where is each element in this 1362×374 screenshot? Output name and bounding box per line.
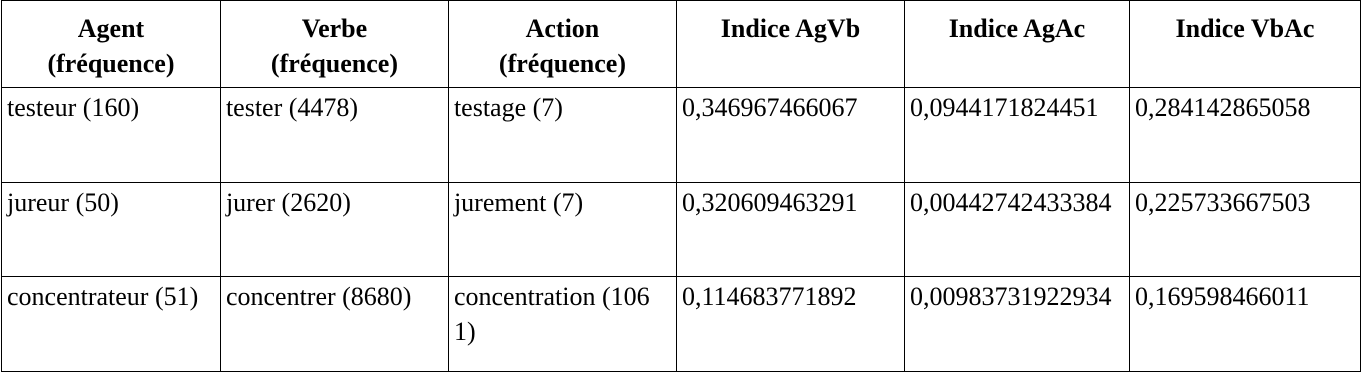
header-agent xyxy=(2,1,221,88)
header-verbe-sub: (fréquence) xyxy=(270,49,398,78)
header-indice-vbac xyxy=(1129,1,1360,88)
header-agent-label: Agent xyxy=(77,14,145,43)
cell-indice-agac: 0,00442742433384 xyxy=(904,182,1129,277)
cell-action: concentration (1061) xyxy=(448,277,676,372)
cell-indice-vbac: 0,169598466011 xyxy=(1129,277,1360,372)
table-row xyxy=(2,88,1361,183)
header-indice-agvb xyxy=(676,1,904,88)
data-table xyxy=(1,0,1361,372)
header-indice-agac-label: Indice AgAc xyxy=(948,14,1086,43)
header-row xyxy=(2,1,1361,88)
cell-agent: concentrateur (51) xyxy=(2,277,221,372)
header-indice-agvb-label: Indice AgVb xyxy=(720,14,861,43)
cell-indice-agac: 0,0944171824451 xyxy=(904,88,1129,183)
header-action-sub: (fréquence) xyxy=(498,49,626,78)
cell-verbe: jurer (2620) xyxy=(220,182,448,277)
header-action xyxy=(448,1,676,88)
table-row xyxy=(2,277,1361,372)
cell-verbe: concentrer (8680) xyxy=(220,277,448,372)
cell-action: testage (7) xyxy=(448,88,676,183)
header-verbe xyxy=(220,1,448,88)
cell-indice-agac: 0,00983731922934 xyxy=(904,277,1129,372)
cell-indice-agvb: 0,114683771892 xyxy=(676,277,904,372)
header-action-label: Action xyxy=(525,14,600,43)
cell-verbe: tester (4478) xyxy=(220,88,448,183)
header-agent-sub: (fréquence) xyxy=(47,49,175,78)
header-indice-agac xyxy=(904,1,1129,88)
table-row xyxy=(2,182,1361,277)
cell-agent: testeur (160) xyxy=(2,88,221,183)
cell-action: jurement (7) xyxy=(448,182,676,277)
cell-agent: jureur (50) xyxy=(2,182,221,277)
header-indice-vbac-label: Indice VbAc xyxy=(1175,14,1315,43)
cell-indice-vbac: 0,225733667503 xyxy=(1129,182,1360,277)
cell-indice-vbac: 0,284142865058 xyxy=(1129,88,1360,183)
header-verbe-label: Verbe xyxy=(301,14,368,43)
cell-indice-agvb: 0,320609463291 xyxy=(676,182,904,277)
cell-indice-agvb: 0,346967466067 xyxy=(676,88,904,183)
